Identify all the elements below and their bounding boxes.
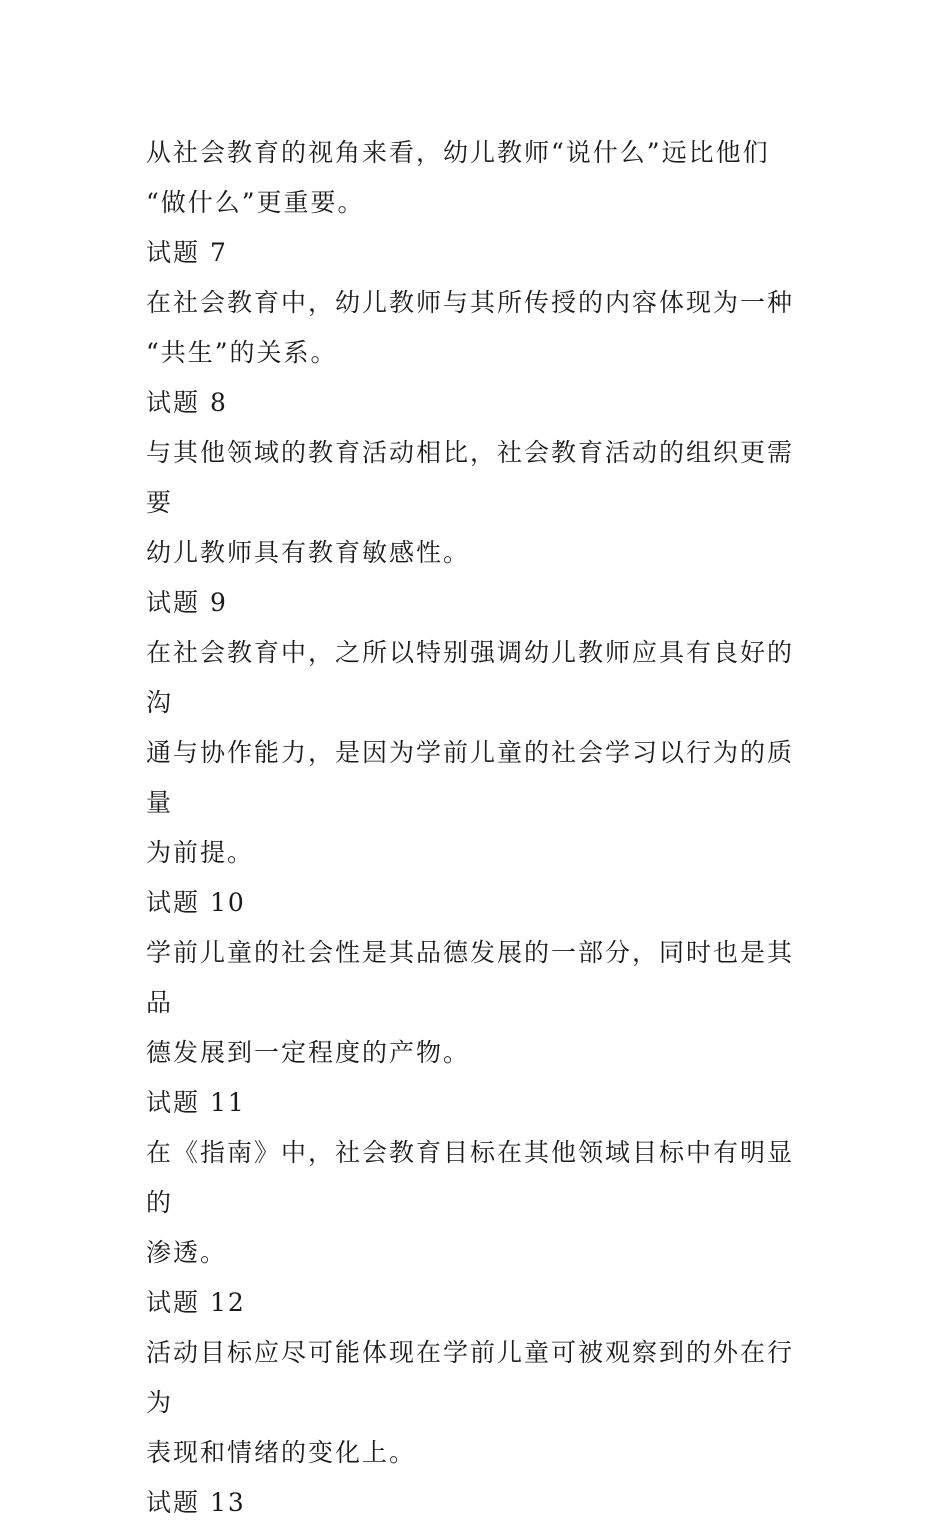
question-heading: 试题 11 xyxy=(146,1088,246,1117)
paragraph: 在社会教育中，之所以特别强调幼儿教师应具有良好的沟 通与协作能力，是因为学前儿童的社会学习以行为的质量 为前提。 xyxy=(146,638,795,867)
paragraph: 与其他领域的教育活动相比，社会教育活动的组织更需要 幼儿教师具有教育敏感性。 xyxy=(146,438,795,567)
paragraph: 在社会教育中，幼儿教师与其所传授的内容体现为一种 “共生”的关系。 xyxy=(146,288,795,367)
question-heading: 试题 8 xyxy=(146,388,228,417)
question-heading: 试题 13 xyxy=(146,1488,246,1517)
paragraph: 活动目标应尽可能体现在学前儿童可被观察到的外在行为 表现和情绪的变化上。 xyxy=(146,1338,795,1467)
paragraph: 在《指南》中，社会教育目标在其他领域目标中有明显的 渗透。 xyxy=(146,1138,795,1267)
question-heading: 试题 10 xyxy=(146,888,246,917)
question-heading: 试题 9 xyxy=(146,588,228,617)
paragraph: 学前儿童的社会性是其品德发展的一部分，同时也是其品 德发展到一定程度的产物。 xyxy=(146,938,795,1067)
question-heading: 试题 12 xyxy=(146,1288,246,1317)
question-heading: 试题 7 xyxy=(146,238,228,267)
paragraph: 从社会教育的视角来看，幼儿教师“说什么”远比他们 “做什么”更重要。 xyxy=(146,138,770,217)
document-page xyxy=(146,128,796,1528)
